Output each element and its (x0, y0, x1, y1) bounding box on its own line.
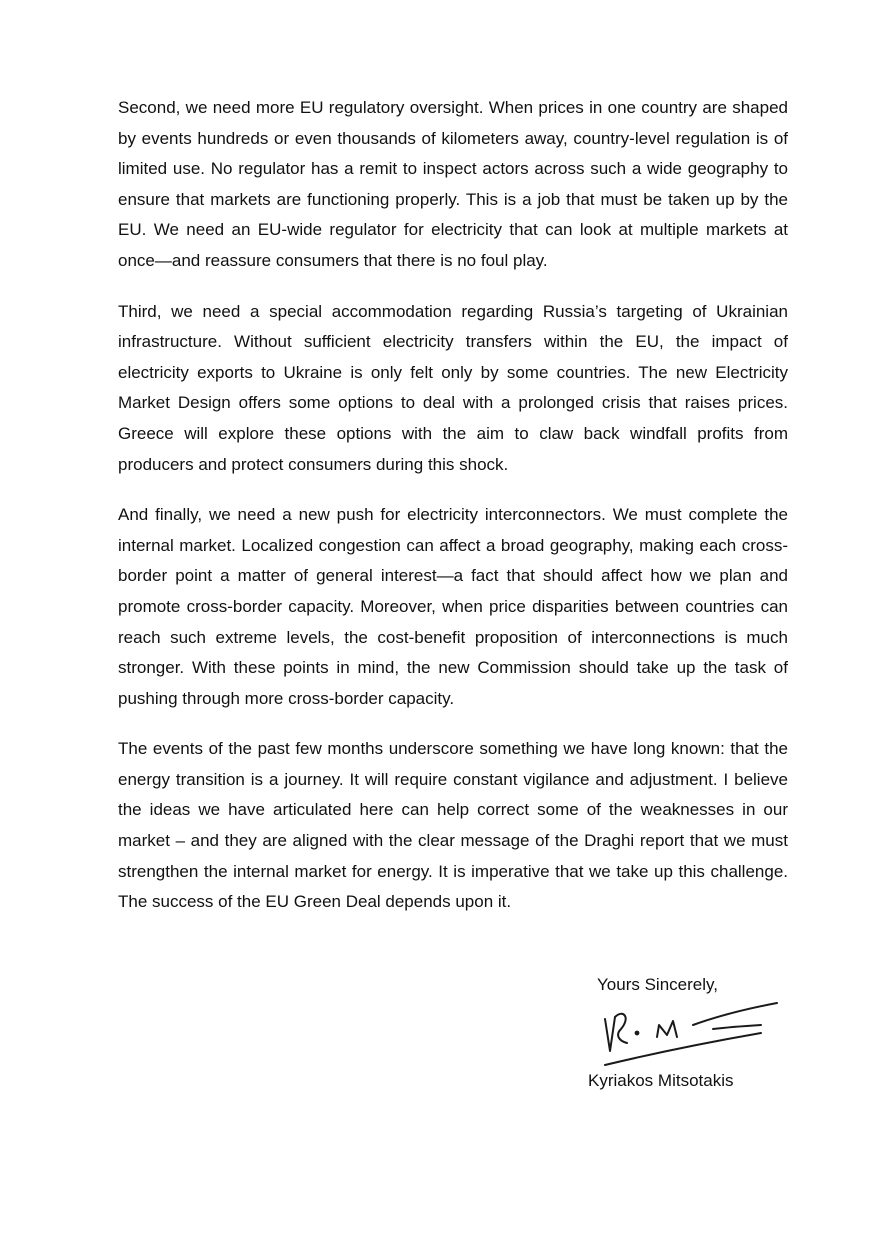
signer-name: Kyriakos Mitsotakis (588, 1071, 734, 1090)
paragraph-conclusion: The events of the past few months underscore something we have long known: that the energy transition is a journey. It will require constant vigilance and adjustment. I believe the ideas we have articulated here can help correct some of the weaknesses in our market – and they are aligned with the clear message of the Draghi report that we must strengthen the internal market for energy. It is imperative that we take up this challenge. The success of the EU Green Deal depends upon it. (118, 739, 788, 912)
letter-body (118, 93, 788, 938)
paragraph-interconnectors: And finally, we need a new push for electricity interconnectors. We must complete the internal market. Localized congestion can affect a broad geography, making each cross-border point a matter of general interest—a fact that should affect how we plan and promote cross-border capacity. Moreover, when price disparities between countries can reach such extreme levels, the cost-benefit proposition of interconnections is much stronger. With these points in mind, the new Commission should take up the task of pushing through more cross-border capacity. (118, 505, 788, 708)
paragraph-regulatory-oversight: Second, we need more EU regulatory oversight. When prices in one country are shaped by events hundreds or even thousands of kilometers away, country-level regulation is of limited use. No regulator has a remit to inspect actors across such a wide geography to ensure that markets are functioning properly. This is a job that must be taken up by the EU. We need an EU-wide regulator for electricity that can look at multiple markets at once—and reassure consumers that there is no foul play. (118, 98, 788, 270)
paragraph-ukrainian-infrastructure: Third, we need a special accommodation regarding Russia’s targeting of Ukrainian infrastructure. Without sufficient electricity transfers within the EU, the impact of electricity exports to Ukraine is only felt only by some countries. The new Electricity Market Design offers some options to deal with a prolonged crisis that raises prices. Greece will explore these options with the aim to claw back windfall profits from producers and protect consumers during this shock. (118, 301, 788, 474)
handwritten-signature (585, 995, 785, 1075)
closing-salutation: Yours Sincerely, (597, 975, 718, 994)
